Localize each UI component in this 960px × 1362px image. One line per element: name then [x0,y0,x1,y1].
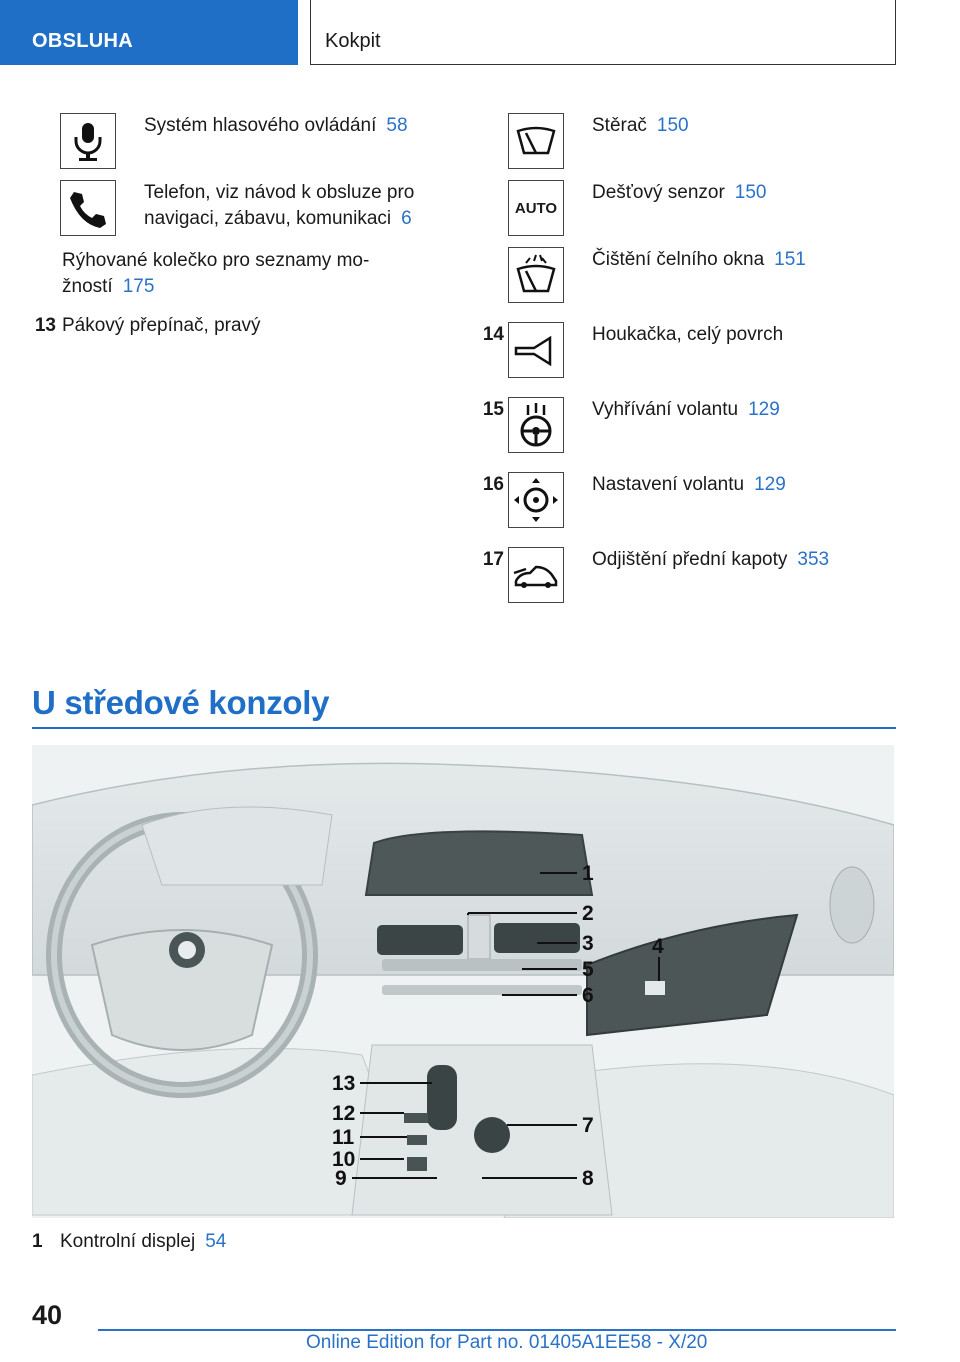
auto-label-text: AUTO [514,199,558,217]
hood-release-icon [508,547,564,603]
figure-callout: 5 [582,958,594,981]
section-heading: U středové konzoly [32,684,330,721]
figure-callout: 13 [332,1072,356,1095]
item-number: 15 [482,399,504,420]
auto-label [508,180,564,236]
page-number: 40 [32,1300,63,1330]
item-label-line: žností [62,276,113,297]
washer-icon [508,247,564,303]
list-item [468,180,767,236]
page-reference[interactable]: 353 [797,549,830,570]
item-number: 13 [34,315,56,336]
list-item [20,180,414,236]
item-label: Systém hlasového ovládání [144,115,377,136]
item-number: 16 [482,474,504,495]
figure-caption [32,1231,226,1253]
item-label: Čištění čelního okna [592,249,765,270]
item-label: Vyhřívání volantu [592,399,739,420]
item-label-line: Rýhované kolečko pro seznamy mo- [62,250,370,271]
list-item [468,247,806,303]
item-label: Nastavení volantu [592,474,745,495]
chapter-title: Kokpit [310,0,896,65]
section-tab: OBSLUHA [0,0,298,65]
microphone-icon [60,113,116,169]
figure-callout: 1 [582,862,594,885]
page-reference[interactable]: 150 [656,115,689,136]
page-reference[interactable]: 151 [774,249,806,270]
figure-callout: 10 [332,1148,356,1171]
list-item [468,472,786,528]
phone-icon [60,180,116,236]
figure-callout: 2 [582,902,594,925]
heading-rule [32,727,896,729]
item-label-line: navigaci, zábavu, komunikaci [144,208,392,229]
page-reference[interactable]: 175 [122,276,155,297]
figure-callout: 8 [582,1167,594,1190]
figure-callout: 9 [335,1167,347,1190]
figure-callout: 11 [332,1126,355,1149]
item-number: 14 [482,324,504,345]
caption-number: 1 [32,1231,43,1252]
figure-callout: 3 [582,932,594,955]
page-reference[interactable]: 58 [386,115,408,136]
page-reference[interactable]: 150 [734,182,767,203]
wiper-icon [508,113,564,169]
list-item [468,113,689,169]
item-number: 17 [482,549,504,570]
figure-callout: 7 [582,1114,594,1137]
item-label: Pákový přepínač, pravý [62,315,261,336]
cockpit-illustration [32,745,894,1218]
item-label: Stěrač [592,115,647,136]
list-item [468,547,829,603]
page-reference[interactable]: 129 [748,399,780,420]
figure-callout: 4 [652,935,664,958]
item-label: Dešťový senzor [592,182,725,203]
figure-callout: 6 [582,984,594,1007]
page-reference[interactable]: 6 [401,208,412,229]
item-label: Odjištění přední kapoty [592,549,788,570]
item-label-line: Telefon, viz návod k obsluze pro [144,182,415,203]
page-reference[interactable]: 129 [754,474,786,495]
horn-icon [508,322,564,378]
list-item [468,397,780,453]
list-item [20,248,369,300]
item-label: Houkačka, celý povrch [592,324,784,345]
list-item [20,113,408,169]
footer-text: Online Edition for Part no. 01405A1EE58 - X/20 [306,1332,708,1353]
steering-adjust-icon [508,472,564,528]
caption-text: Kontrolní displej [60,1231,196,1252]
figure-callout: 12 [332,1102,356,1125]
list-item [468,322,783,378]
page-reference[interactable]: 54 [205,1231,227,1252]
steering-heat-icon [508,397,564,453]
list-item [20,313,261,339]
footer-rule [98,1329,896,1331]
